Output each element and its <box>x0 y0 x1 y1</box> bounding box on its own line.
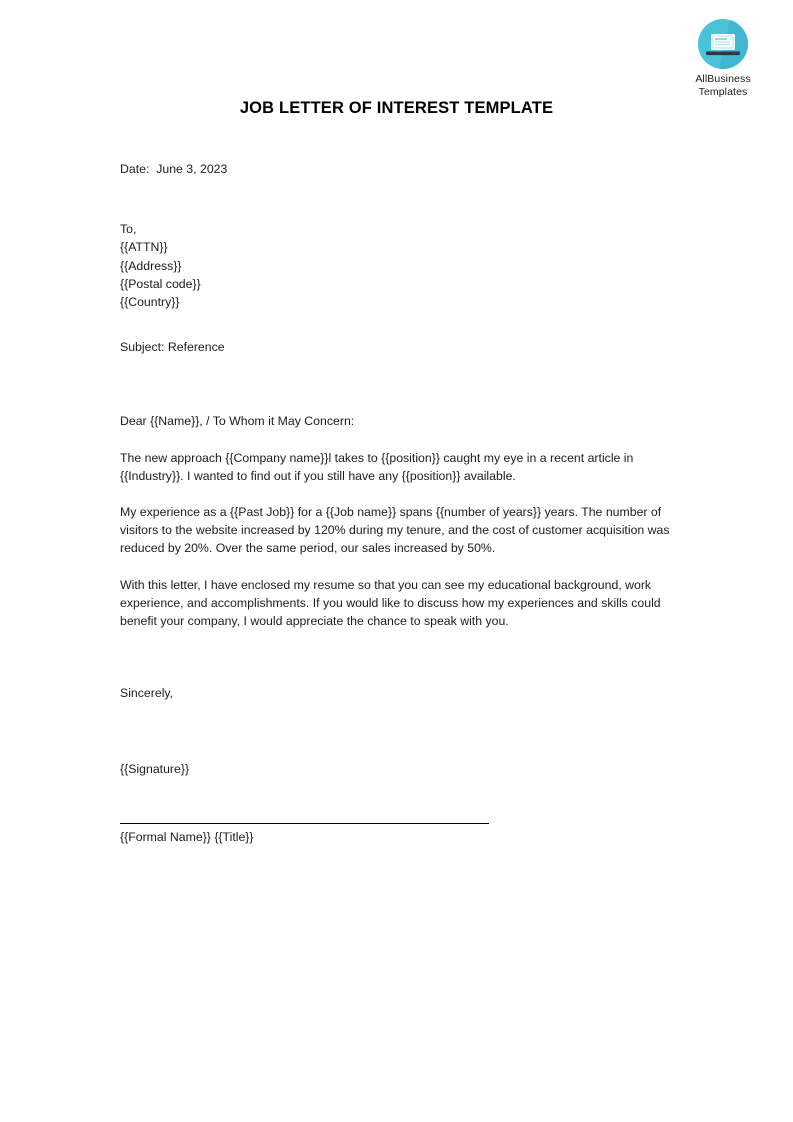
recipient-address-block <box>120 220 676 311</box>
signature-name-line: {{Formal Name}} {{Title}} <box>120 829 254 844</box>
recipient-attn: {{ATTN}} <box>120 240 168 255</box>
brand-name-line-2: Templates <box>698 85 748 98</box>
letter-body <box>120 160 676 846</box>
recipient-to-label: To, <box>120 222 137 237</box>
subject-line: Subject: Reference <box>120 340 225 355</box>
laptop-in-circle-icon <box>697 18 749 70</box>
body-paragraph: The new approach {{Company name}}l takes to {{position}} caught my eye in a recent article in {{Industry}}. I wanted to find out if you still have any {{position}} available. <box>120 450 634 483</box>
date-line: Date: June 3, 2023 <box>120 162 228 176</box>
brand-logo-block <box>671 18 775 98</box>
closing-line: Sincerely, <box>120 686 174 701</box>
page-title: JOB LETTER OF INTEREST TEMPLATE <box>239 99 554 117</box>
brand-name <box>671 73 775 98</box>
signature-rule <box>120 823 489 824</box>
recipient-postal-code: {{Postal code}} <box>120 276 201 291</box>
signature-placeholder: {{Signature}} <box>120 762 190 777</box>
body-paragraph: With this letter, I have enclosed my resume so that you can see my educational background, work experience, and accomplishments. If you would like to discuss how my experiences and skills could benefit your company, I would appreciate the chance to speak with you. <box>120 577 661 629</box>
recipient-address: {{Address}} <box>120 258 182 273</box>
body-paragraph: My experience as a {{Past Job}} for a {{Job name}} spans {{number of years}} years. The number of visitors to the website increased by 120% during my tenure, and the cost of customer acquisition was reduced by 20%. Over the same period, our sales increased by 50%. <box>120 505 670 556</box>
brand-name-line-1: AllBusiness <box>695 73 751 85</box>
recipient-country: {{Country}} <box>120 295 180 310</box>
salutation-line: Dear {{Name}}, / To Whom it May Concern: <box>120 414 355 429</box>
